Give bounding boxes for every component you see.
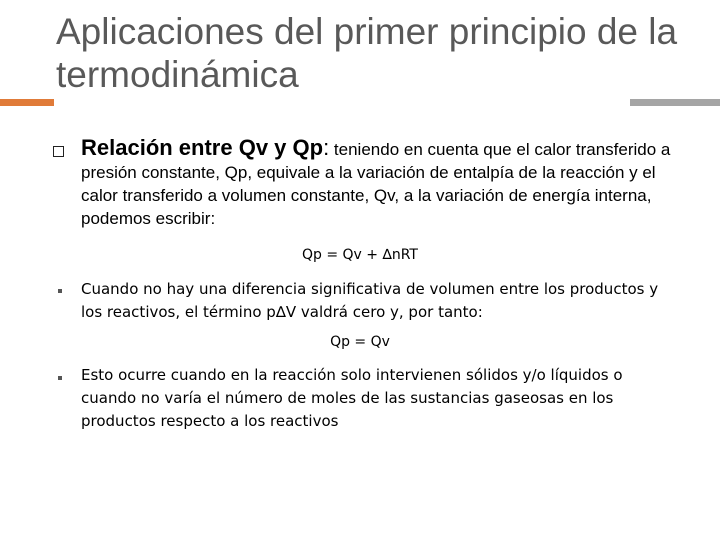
- slide-title: Aplicaciones del primer principio de la termodinámica: [56, 11, 678, 95]
- title-rule-gray: [630, 99, 720, 106]
- equation-qp-qv-dnrt: Qp = Qv + ∆nRT: [302, 247, 418, 263]
- small-square-bullet-icon: [58, 376, 62, 380]
- equation-qp-qv: Qp = Qv: [330, 334, 390, 350]
- bullet-volumen: Cuando no hay una diferencia significativa de volumen entre los productos y los reactivos, el término p∆V valdrá cero y, por tanto:: [81, 280, 659, 321]
- bullet-lead-colon: :: [323, 135, 330, 160]
- title-rule-orange: [0, 99, 54, 106]
- bullet-relacion-qv-qp: [81, 136, 691, 230]
- bullet-solidos-liquidos: Esto ocurre cuando en la reacción solo intervienen sólidos y/o líquidos o cuando no varía el número de moles de las sustancias gaseosas en los productos respecto a los reactivos: [81, 366, 623, 430]
- small-square-bullet-icon: [58, 289, 62, 293]
- bullet-body-text: teniendo en cuenta que el calor transferido a presión constante, Qp, equivale a la variación de entalpía de la reacción y el calor transferido a volumen constante, Qv, a la variación de energía interna, podemos escribir:: [81, 140, 671, 228]
- bullet-lead-text: Relación entre Qv y Qp: [81, 135, 324, 160]
- bullet-lead: [81, 135, 329, 160]
- square-bullet-icon: [53, 146, 64, 157]
